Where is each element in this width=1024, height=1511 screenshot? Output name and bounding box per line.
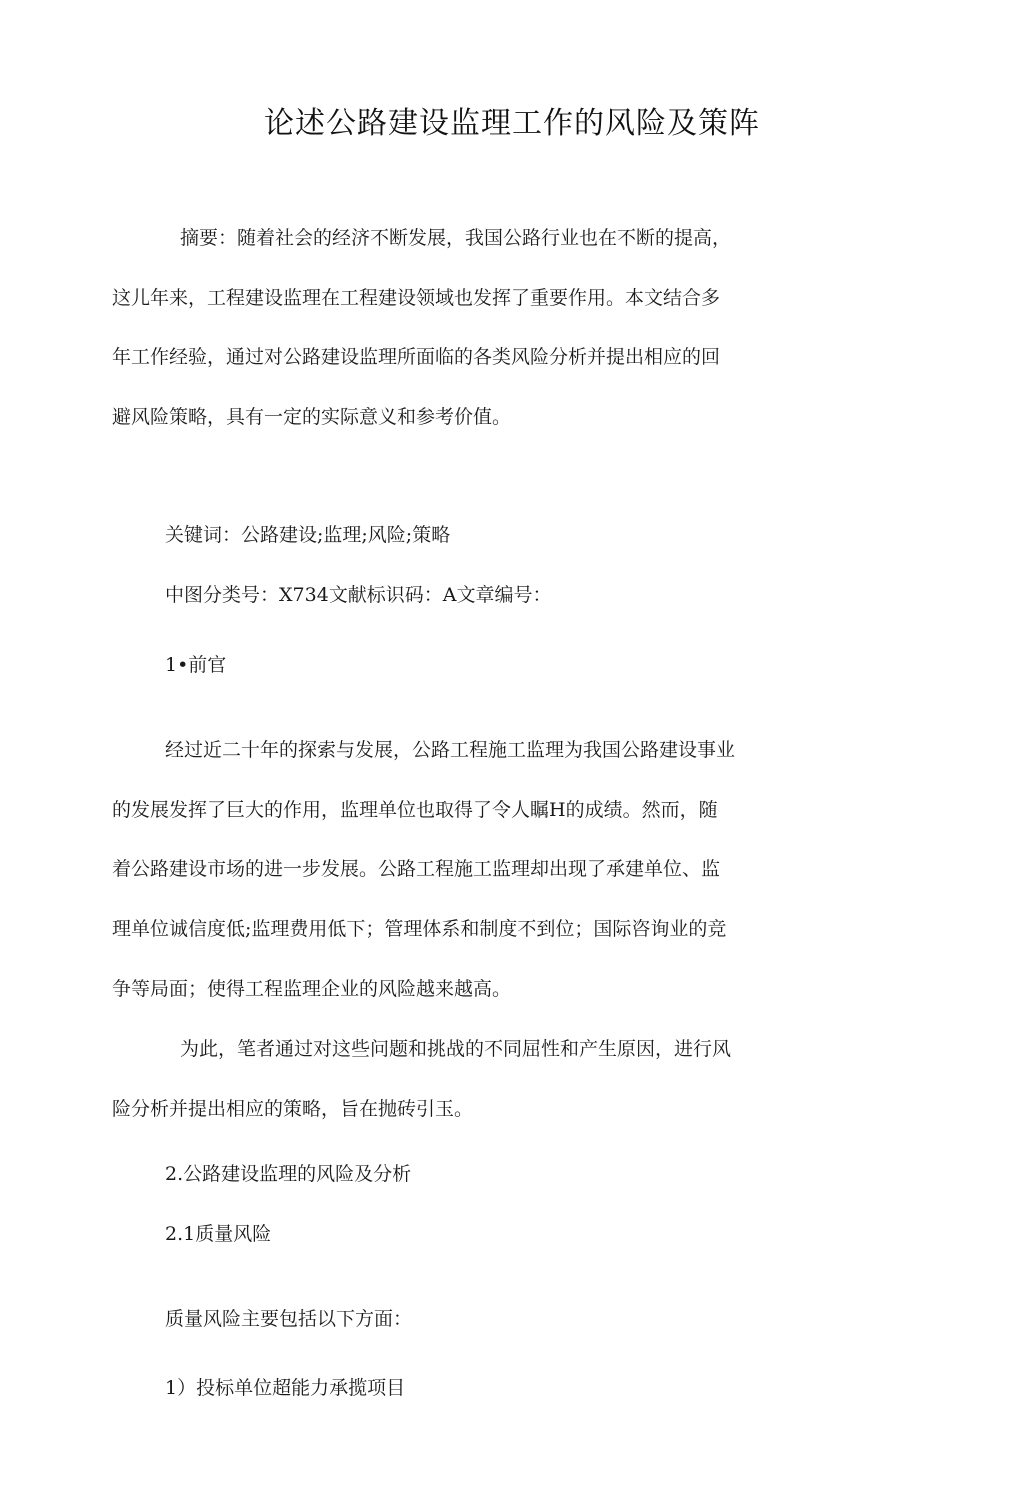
abstract-line-3: 年工作经验，通过对公路建设监理所面临的各类风险分析并提出相应的回 (112, 346, 721, 368)
section-1-para-2-line-2: 险分析并提出相应的策略，旨在抛砖引玉。 (112, 1098, 474, 1120)
section-2-1-intro: 质量风险主要包括以下方面： (165, 1308, 413, 1330)
abstract-line-1: 摘要：随着社会的经济不断发展，我国公路行业也在不断的提高， (180, 227, 732, 249)
keywords-line: 关键词：公路建设;监理;风险;策略 (165, 524, 451, 546)
section-1-para-1-line-5: 争等局面；使得工程监理企业的风险越来越高。 (112, 978, 512, 1000)
section-2-1-item-1: 1）投标单位超能力承揽项目 (165, 1377, 406, 1399)
document-title: 论述公路建设监理工作的风险及策阵 (264, 106, 760, 141)
section-1-para-2-line-1: 为此，笔者通过对这些问题和挑战的不同屈性和产生原因，进行风 (180, 1038, 732, 1060)
section-1-para-1-line-2: 的发展发挥了巨大的作用，监理单位也取得了令人瞩H的成绩。然而，随 (112, 799, 718, 821)
section-1-para-1-line-1: 经过近二十年的探索与发展，公路工程施工监理为我国公路建设事业 (165, 739, 736, 761)
section-1-para-1-line-4: 理单位诚信度低;监理费用低下；管理体系和制度不到位；国际咨询业的竞 (112, 918, 727, 940)
classification-line: 中图分类号：X734文献标识码：A文章编号： (165, 584, 552, 606)
section-1-para-1-line-3: 着公路建设市场的进一步发展。公路工程施工监理却出现了承建单位、监 (112, 858, 721, 880)
section-1-heading: 1•前官 (165, 654, 227, 676)
abstract-line-2: 这儿年来，工程建设监理在工程建设领域也发挥了重要作用。本文结合多 (112, 287, 721, 309)
section-2-1-heading: 2.1质量风险 (165, 1223, 272, 1245)
section-2-heading: 2.公路建设监理的风险及分析 (165, 1163, 412, 1185)
abstract-line-4: 避风险策略，具有一定的实际意义和参考价值。 (112, 406, 512, 428)
